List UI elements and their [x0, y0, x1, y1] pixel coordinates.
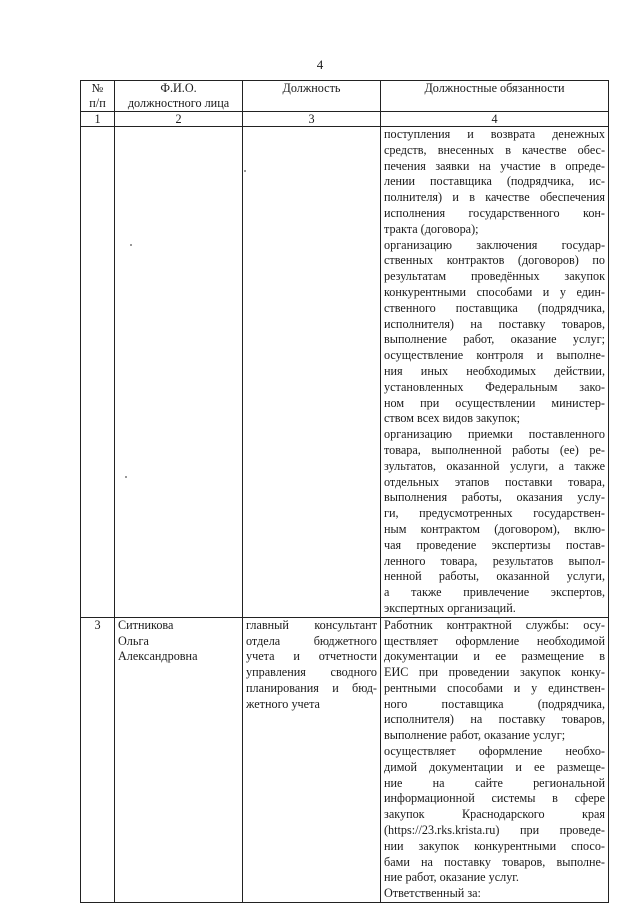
duties-line: экспертных организаций.: [384, 600, 516, 615]
duties-line: ным контрактом (договором), вклю-: [384, 521, 605, 536]
duties-line: исполнения государственного кон-: [384, 205, 605, 220]
duties-line: исполнителя) на поставку товаров,: [384, 316, 605, 331]
row-duties: [381, 617, 609, 902]
position-line: учета и отчетности: [246, 649, 377, 664]
duties-line: ществляет оформление необходимой: [384, 633, 605, 648]
duties-line: ние на сайте региональной: [384, 775, 605, 790]
page-number: 4: [316, 57, 324, 72]
duties-line: ного поставщика (подрядчика,: [384, 696, 605, 711]
duties-line: поступления и возврата денежных: [384, 127, 605, 141]
duties-line: исполнителя) на поставку товаров,: [384, 712, 605, 727]
column-number: 3: [243, 112, 381, 127]
duties-line: бами на поставку товаров, выполне-: [384, 854, 605, 869]
header-num-line: п/п: [89, 96, 106, 110]
table-header-row: [81, 81, 609, 112]
row-fio: [115, 127, 243, 618]
column-number-row: [81, 112, 609, 127]
fio-line: Ольга: [118, 633, 149, 648]
duties-line: (https://23.rks.krista.ru) при проведе-: [384, 823, 605, 838]
duties-line: ги, предусмотренных государствен-: [384, 506, 605, 521]
row-num: [81, 127, 115, 618]
duties-line: зультатов, оказанной услуги, а также: [384, 458, 605, 473]
header-duties: Должностные обязанности: [381, 81, 609, 112]
duties-line: документации и ее размещение в: [384, 649, 605, 664]
duties-line: печения заявки на участие в опреде-: [384, 158, 605, 173]
duties-line: нии закупок конкурентными спосо-: [384, 838, 605, 853]
header-fio: [115, 81, 243, 112]
duties-line: ленного товара, результатов выпол-: [384, 553, 605, 568]
scan-speck: [125, 476, 127, 478]
duties-line: выполнение работ, оказание услуг;: [384, 728, 566, 743]
table-row: [81, 617, 609, 902]
duties-line: чая проведение экспертизы постав-: [384, 537, 605, 552]
duties-line: лении поставщика (подрядчика, ис-: [384, 174, 605, 189]
duties-line: закупок Краснодарского края: [384, 807, 605, 822]
row-position: [243, 127, 381, 618]
scan-speck: [130, 244, 132, 246]
duties-line: выполнение работ, оказание услуг;: [384, 332, 605, 347]
duties-line: организацию приемки поставленного: [384, 427, 605, 442]
row-num: 3: [81, 617, 115, 902]
duties-line: отдельных этапов поставки товара,: [384, 474, 605, 489]
duties-line: ние работ, оказание услуг.: [384, 870, 519, 885]
row-position: [243, 617, 381, 902]
position-line: управления сводного: [246, 665, 377, 680]
column-number: 1: [81, 112, 115, 127]
duties-line: ственного поставщика (подрядчика,: [384, 300, 605, 315]
position-line: отдела бюджетного: [246, 633, 377, 648]
duties-line: ном при осуществлении министер-: [384, 395, 605, 410]
header-fio-line: должностного лица: [127, 96, 230, 110]
position-line: планирования и бюд-: [246, 680, 377, 695]
duties-line: тракта (договора);: [384, 221, 479, 236]
column-number: 4: [381, 112, 609, 127]
duties-line: Ответственный за:: [384, 886, 481, 901]
duties-line: информационной системы в сфере: [384, 791, 605, 806]
row-fio: [115, 617, 243, 902]
duties-line: установленных Федеральным зако-: [384, 379, 605, 394]
duties-line: рентными способами и у единствен-: [384, 680, 605, 695]
header-num: [81, 81, 115, 112]
header-num-line: №: [91, 81, 104, 95]
duties-line: а также привлечение экспертов,: [384, 585, 605, 600]
table-row: [81, 127, 609, 618]
responsibilities-table: [80, 80, 609, 903]
duties-line: ния иных необходимых действии,: [384, 363, 605, 378]
duties-line: димой документации и ее размеще-: [384, 759, 605, 774]
duties-line: ственных контрактов (договоров) по: [384, 253, 605, 268]
scan-speck: [244, 170, 246, 172]
duties-line: результатам проведённых закупок: [384, 269, 605, 284]
duties-line: ненной работы, оказанной услуги,: [384, 569, 605, 584]
duties-line: ством всех видов закупок;: [384, 411, 521, 426]
duties-line: товара, выполненной работы (ее) ре-: [384, 442, 605, 457]
duties-line: конкурентными способами и у един-: [384, 284, 605, 299]
fio-line: Александровна: [118, 649, 198, 664]
header-position: Должность: [243, 81, 381, 112]
duties-line: осуществляет оформление необхо-: [384, 744, 605, 759]
duties-line: выполнения работы, оказания услу-: [384, 490, 605, 505]
header-fio-line: Ф.И.О.: [160, 81, 197, 95]
duties-line: ЕИС при проведении закупок конку-: [384, 665, 605, 680]
row-duties: [381, 127, 609, 618]
position-line: главный консультант: [246, 617, 377, 632]
column-number: 2: [115, 112, 243, 127]
duties-line: Работник контрактной службы: осу-: [384, 617, 605, 632]
duties-line: организацию заключения государ-: [384, 237, 605, 252]
duties-line: средств, внесенных в качестве обес-: [384, 142, 605, 157]
fio-line: Ситникова: [118, 617, 174, 632]
duties-line: полнителя) и в качестве обеспечения: [384, 190, 605, 205]
duties-line: осуществление контроля и выполне-: [384, 348, 605, 363]
position-line: жетного учета: [246, 696, 320, 711]
